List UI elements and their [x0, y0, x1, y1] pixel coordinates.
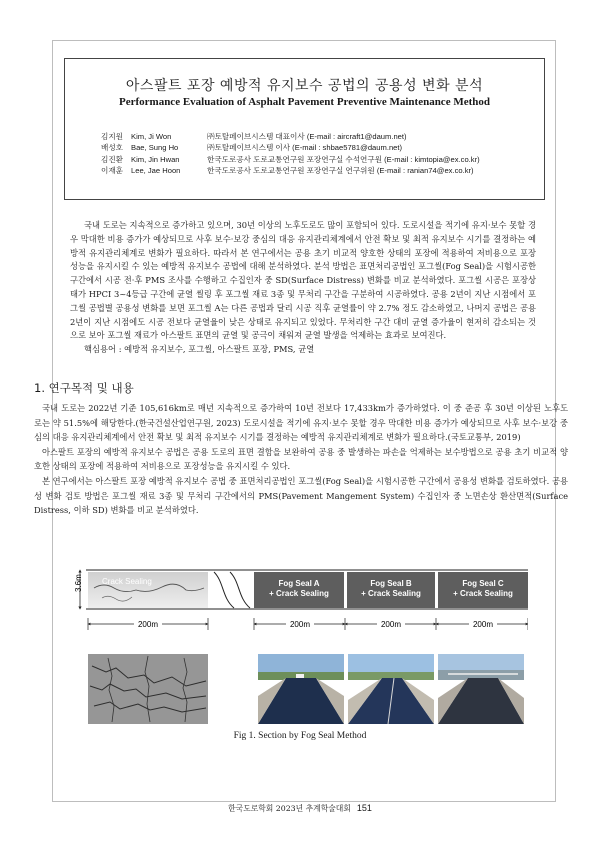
title-box [64, 58, 545, 200]
section-label: Fog Seal A [278, 579, 320, 588]
author-name-en: Kim, Jin Hwan [131, 154, 180, 164]
abstract [70, 219, 536, 357]
section-label: Crack Sealing [102, 577, 152, 586]
photo-fog-seal-c [438, 654, 524, 724]
author-name-en: Bae, Sung Ho [131, 143, 179, 153]
author-name-kr: 김진환 [101, 154, 124, 164]
section-sublabel: + Crack Sealing [361, 589, 421, 598]
section-diagram [72, 562, 528, 656]
body-paragraph: 국내 도로는 2022년 기준 105,616km로 매년 지속적으로 증가하여 10년 전보다 17,433km가 증가하였다. 이 중 준공 후 30년 이상된 노후도로는 약 51.5%에 해당한다.(한국건설산업연구원, 2023) 도로시설을 적기에 유지·보수 못할 경우 막대한 비용 증가가 예상되므로 사후 보수·보강 중심의 대응 유지관리체계에서 안전 확보 및 최적 유지보수 시기를 결정하는 예방적 유지관리체계로 변화가 필요하다.(국토교통부, 2019) [34, 403, 568, 443]
section-label: Fog Seal C [462, 579, 504, 588]
body-paragraph: 본 연구에서는 아스팔트 포장 예방적 유지보수 공법 중 표면처리공법인 포그씰(Fog Seal)을 시험시공한 구간에서 공용성 변화를 검토하였다. 공용성 변화 검토 방법은 포그씰 재료 3종 및 무처리 구간에서의 PMS(Pavement Mangement System) 수집인자 중 노면손상 환산면적(Surface Distress, 이하 SD) 변화를 비교 분석하였다. [34, 475, 568, 516]
length-label: 200m [472, 620, 494, 629]
author-name-kr: 배성호 [101, 143, 124, 153]
length-label: 200m [137, 620, 159, 629]
author-affiliation: 한국도로공사 도로교통연구원 포장연구실 연구위원 (E-mail : ranian74@ex.co.kr) [207, 166, 474, 176]
photo-fog-seal-b [348, 654, 434, 724]
width-label: 3.6m [74, 574, 83, 592]
keywords: 핵심용어 : 예방적 유지보수, 포그씰, 아스팔트 포장, PMS, 균열 [84, 344, 315, 355]
section-fog-seal-a [254, 572, 344, 608]
author-affiliation: ㈜토탈페이브시스템 이사 (E-mail : shbae5781@daum.net) [207, 143, 403, 153]
author-name-en: Lee, Jae Hoon [131, 166, 181, 176]
author-name-kr: 이재훈 [101, 166, 124, 176]
section-fog-seal-b [347, 572, 435, 608]
author-name-kr: 김지원 [101, 132, 124, 141]
section-heading: 1. 연구목적 및 내용 [34, 381, 134, 395]
footer-text: 한국도로학회 2023년 추계학술대회 [228, 804, 351, 813]
section-body [34, 401, 568, 518]
length-dimensions [88, 618, 528, 630]
author-affiliation: ㈜토탈페이브시스템 대표이사 (E-mail : aircraft1@daum.net) [207, 132, 407, 141]
section-fog-seal-c [438, 572, 528, 608]
author-name-en: Kim, Ji Won [131, 132, 172, 141]
length-label: 200m [380, 620, 402, 629]
photo-fog-seal-a [258, 654, 344, 724]
abstract-text: 국내 도로는 지속적으로 증가하고 있으며, 30년 이상의 노후도로도 많이 포함되어 있다. 도로시설을 적기에 유지·보수 못할 경우 막대한 비용 증가가 예상되므로 사후 보수·보강 중심의 대응 유지관리체계에서 안전 확보 및 최적 유지보수 시기를 결정하는 예방적 유지관리체계로 변화가 필요하다. 따라서 본 연구에서는 공용 초기 비교적 양호한 상태의 포장에 적용하여 저비용으로 포장성능을 유지시킬 수 있는 예방적 유지보수 공법에 대해 분석하였다. 분석 방법은 표면처리공법인 포그씰(Fog Seal)을 시험시공한 구간에서 시공 전·후 PMS 조사를 수행하고 수집인자 중 SD(Surface Distress) 변화를 비교 분석하였다. 포그씰 시공은 포장상태가 HPCI 3~4등급 구간에 균열 씰링 후 포그씰 재료 3종 및 무처리 구간을 구분하여 시공하였다. 공용 2년이 지난 시점에서 포그씰 공법별 공용성 변화를 보면 포그씰 A는 다른 공법과 달리 시공 직후 균열률이 약 2.7% 정도 감소하였고, 나머지 공법은 공용 2년이 지난 시점에도 시공 전보다 균열율이 낮은 상태로 유지되고 있었다. 무처리한 구간 대비 균열 증가율이 현저히 감소되는 것으로 보아 포그씰 재료가 아스팔트 표면의 균열 및 공극이 채워져 균열 발생을 억제하는 효과로 보여진다. [70, 220, 536, 341]
section-sublabel: + Crack Sealing [269, 589, 329, 598]
figure-caption: Fig 1. Section by Fog Seal Method [233, 731, 367, 741]
section-label: Fog Seal B [370, 579, 412, 588]
section-crack-sealing [88, 572, 208, 608]
section-gap [208, 572, 254, 608]
page-number: 151 [356, 803, 372, 813]
page-footer [0, 803, 600, 814]
section-sublabel: + Crack Sealing [453, 589, 513, 598]
title-english: Performance Evaluation of Asphalt Pavement Preventive Maintenance Method [119, 96, 490, 108]
body-paragraph: 아스팔트 포장의 예방적 유지보수 공법은 공용 도로의 표면 결함을 보완하여 공용 중 발생하는 파손을 억제하는 보수방법으로 공용 초기 비교적 양호한 상태의 포장에 적용하여 저비용으로 포장성능을 유지시킬 수 있다. [34, 446, 568, 472]
author-affiliation: 한국도로공사 도로교통연구원 포장연구실 수석연구원 (E-mail : kimtopia@ex.co.kr) [207, 154, 480, 164]
title-korean: 아스팔트 포장 예방적 유지보수 공법의 공용성 변화 분석 [125, 78, 484, 94]
photo-cracked-pavement [88, 654, 208, 724]
length-label: 200m [289, 620, 311, 629]
